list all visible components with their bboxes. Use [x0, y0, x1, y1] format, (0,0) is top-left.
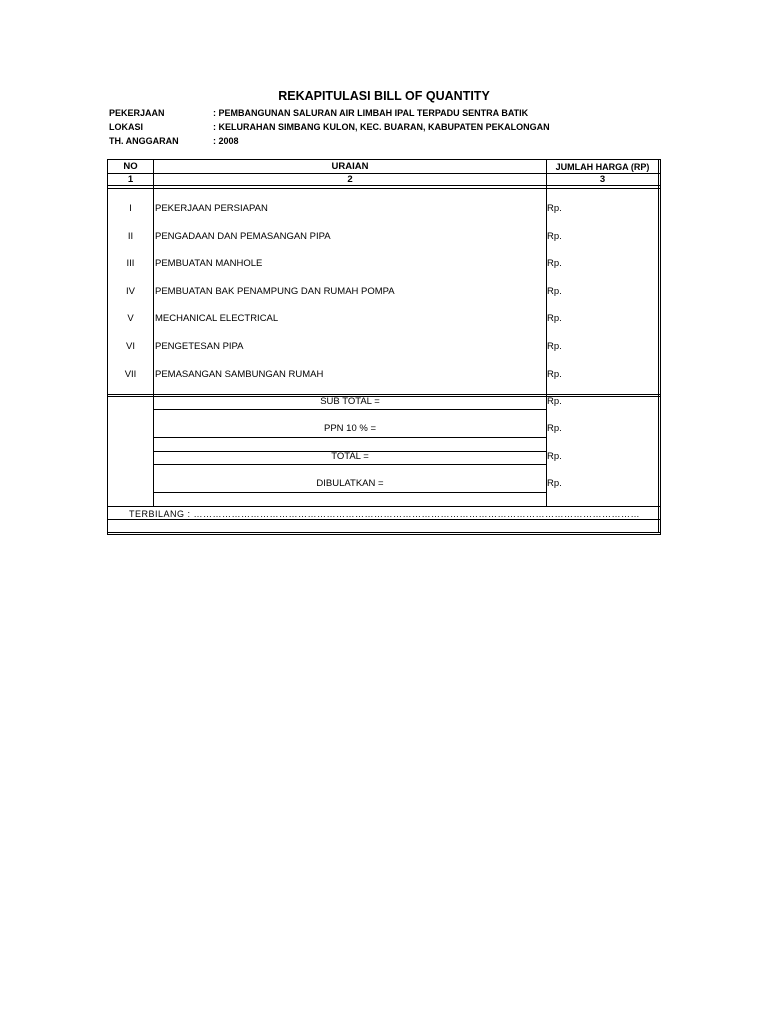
summary-dibulatkan-label: DIBULATKAN =	[316, 478, 384, 489]
header-number: 3	[599, 174, 606, 185]
column-divider	[658, 159, 659, 532]
row-no: III	[126, 258, 135, 269]
row-uraian: PENGETESAN PIPA	[155, 341, 244, 352]
row-uraian: PENGADAAN DAN PEMASANGAN PIPA	[155, 231, 331, 242]
row-harga: Rp.	[547, 231, 562, 242]
summary-divider	[153, 409, 547, 410]
summary-subtotal-value: Rp.	[547, 396, 562, 407]
meta-value: : PEMBANGUNAN SALURAN AIR LIMBAH IPAL TERPADU SENTRA BATIK	[213, 108, 529, 118]
terbilang-line: TERBILANG : ……………………………………………………………………………………………………………………………	[129, 509, 641, 519]
row-no: IV	[126, 286, 135, 297]
table-divider	[107, 532, 660, 533]
row-harga: Rp.	[547, 313, 562, 324]
summary-subtotal-label: SUB TOTAL =	[320, 396, 380, 407]
summary-divider	[153, 464, 547, 465]
header-number: 1	[127, 174, 134, 185]
header-no: NO	[123, 161, 138, 172]
table-divider	[107, 506, 660, 507]
row-no: V	[127, 313, 134, 324]
table-divider	[107, 394, 660, 395]
row-uraian: PEMASANGAN SAMBUNGAN RUMAH	[155, 369, 324, 380]
row-uraian: PEMBUATAN MANHOLE	[155, 258, 263, 269]
row-harga: Rp.	[547, 369, 562, 380]
row-no: VI	[126, 341, 135, 352]
summary-divider	[153, 492, 547, 493]
summary-total-value: Rp.	[547, 451, 562, 462]
row-no: I	[129, 203, 132, 214]
row-harga: Rp.	[547, 258, 562, 269]
summary-ppn-value: Rp.	[547, 423, 562, 434]
meta-label: TH. ANGGARAN	[109, 136, 179, 146]
row-harga: Rp.	[547, 341, 562, 352]
header-uraian: URAIAN	[331, 161, 369, 172]
row-no: VII	[124, 369, 137, 380]
summary-total-label: TOTAL =	[331, 451, 369, 462]
document-title: REKAPITULASI BILL OF QUANTITY	[278, 89, 490, 103]
header-jumlah-harga: JUMLAH HARGA (RP)	[555, 162, 650, 172]
meta-value: : 2008	[213, 136, 239, 146]
meta-label: PEKERJAAN	[109, 108, 165, 118]
meta-label: LOKASI	[109, 122, 144, 132]
row-uraian: MECHANICAL ELECTRICAL	[155, 313, 279, 324]
summary-divider	[153, 437, 547, 438]
row-harga: Rp.	[547, 286, 562, 297]
meta-value: : KELURAHAN SIMBANG KULON, KEC. BUARAN, KABUPATEN PEKALONGAN	[213, 122, 550, 132]
summary-ppn-label: PPN 10 % =	[323, 423, 376, 434]
row-uraian: PEKERJAAN PERSIAPAN	[155, 203, 268, 214]
summary-dibulatkan-value: Rp.	[547, 478, 562, 489]
row-harga: Rp.	[547, 203, 562, 214]
table-divider	[107, 188, 660, 189]
header-number: 2	[347, 174, 353, 185]
row-no: II	[127, 231, 134, 242]
row-uraian: PEMBUATAN BAK PENAMPUNG DAN RUMAH POMPA	[155, 286, 395, 297]
